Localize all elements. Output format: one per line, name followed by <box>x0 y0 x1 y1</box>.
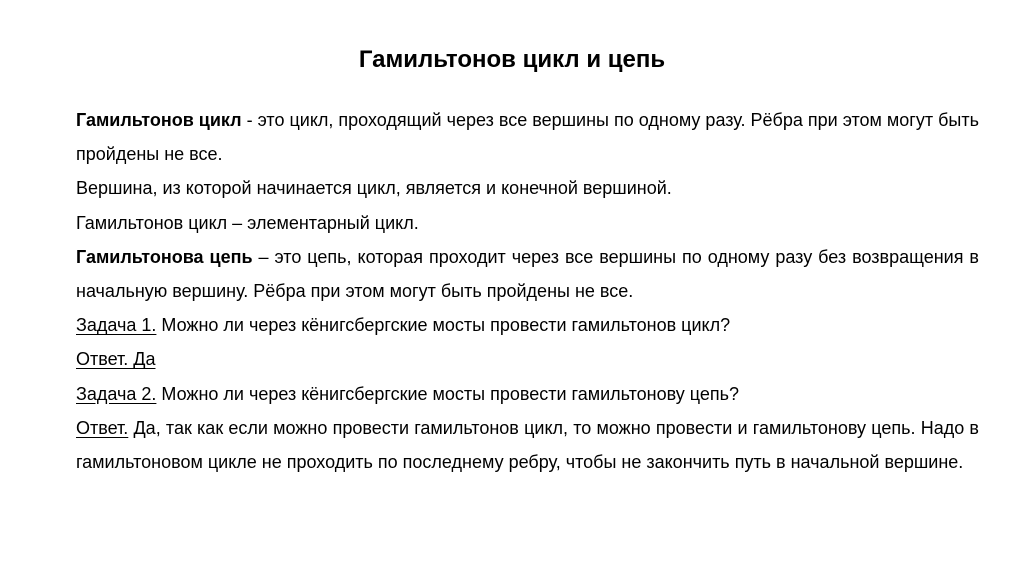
definition-chain-paragraph <box>76 240 979 308</box>
task-1-label: Задача 1. <box>76 315 157 336</box>
start-vertex-paragraph: Вершина, из которой начинается цикл, является и конечной вершиной. <box>76 178 672 199</box>
definition-cycle-paragraph <box>76 103 979 171</box>
task-2-label: Задача 2. <box>76 383 157 404</box>
elementary-cycle-paragraph: Гамильтонов цикл – элементарный цикл. <box>76 212 419 233</box>
definition-cycle-text: - это цикл, проходящий через все вершины по одному разу. Рёбра при этом могут быть пройдены не все. <box>76 110 979 165</box>
definition-chain-text: – это цепь, которая проходит через все вершины по одному разу без возвращения в начальную вершину. Рёбра при этом могут быть пройдены не все. <box>76 246 979 302</box>
task-1-text: Можно ли через кёнигсбергские мосты провести гамильтонов цикл? <box>156 315 731 336</box>
task-2-text: Можно ли через кёнигсбергские мосты провести гамильтонову цепь? <box>156 383 740 404</box>
answer-2-paragraph <box>76 411 979 479</box>
answer-1-paragraph <box>76 342 979 376</box>
term-hamiltonian-cycle: Гамильтонов цикл <box>76 110 242 130</box>
slide-title: Гамильтонов цикл и цепь <box>358 46 666 73</box>
answer-2-label: Ответ. <box>76 417 129 438</box>
task-2-paragraph <box>76 377 979 411</box>
answer-1-label: Ответ. Да <box>76 349 156 370</box>
slide-body <box>76 103 979 479</box>
task-1-paragraph <box>76 308 979 342</box>
term-hamiltonian-chain: Гамильтонова цепь <box>76 246 253 267</box>
answer-2-text: Да, так как если можно провести гамильтонов цикл, то можно провести и гамильтонову цепь. Надо в гамильтоновом цикле не проходить по последнему ребру, чтобы не закончить путь в начальной вершине. <box>76 417 979 473</box>
